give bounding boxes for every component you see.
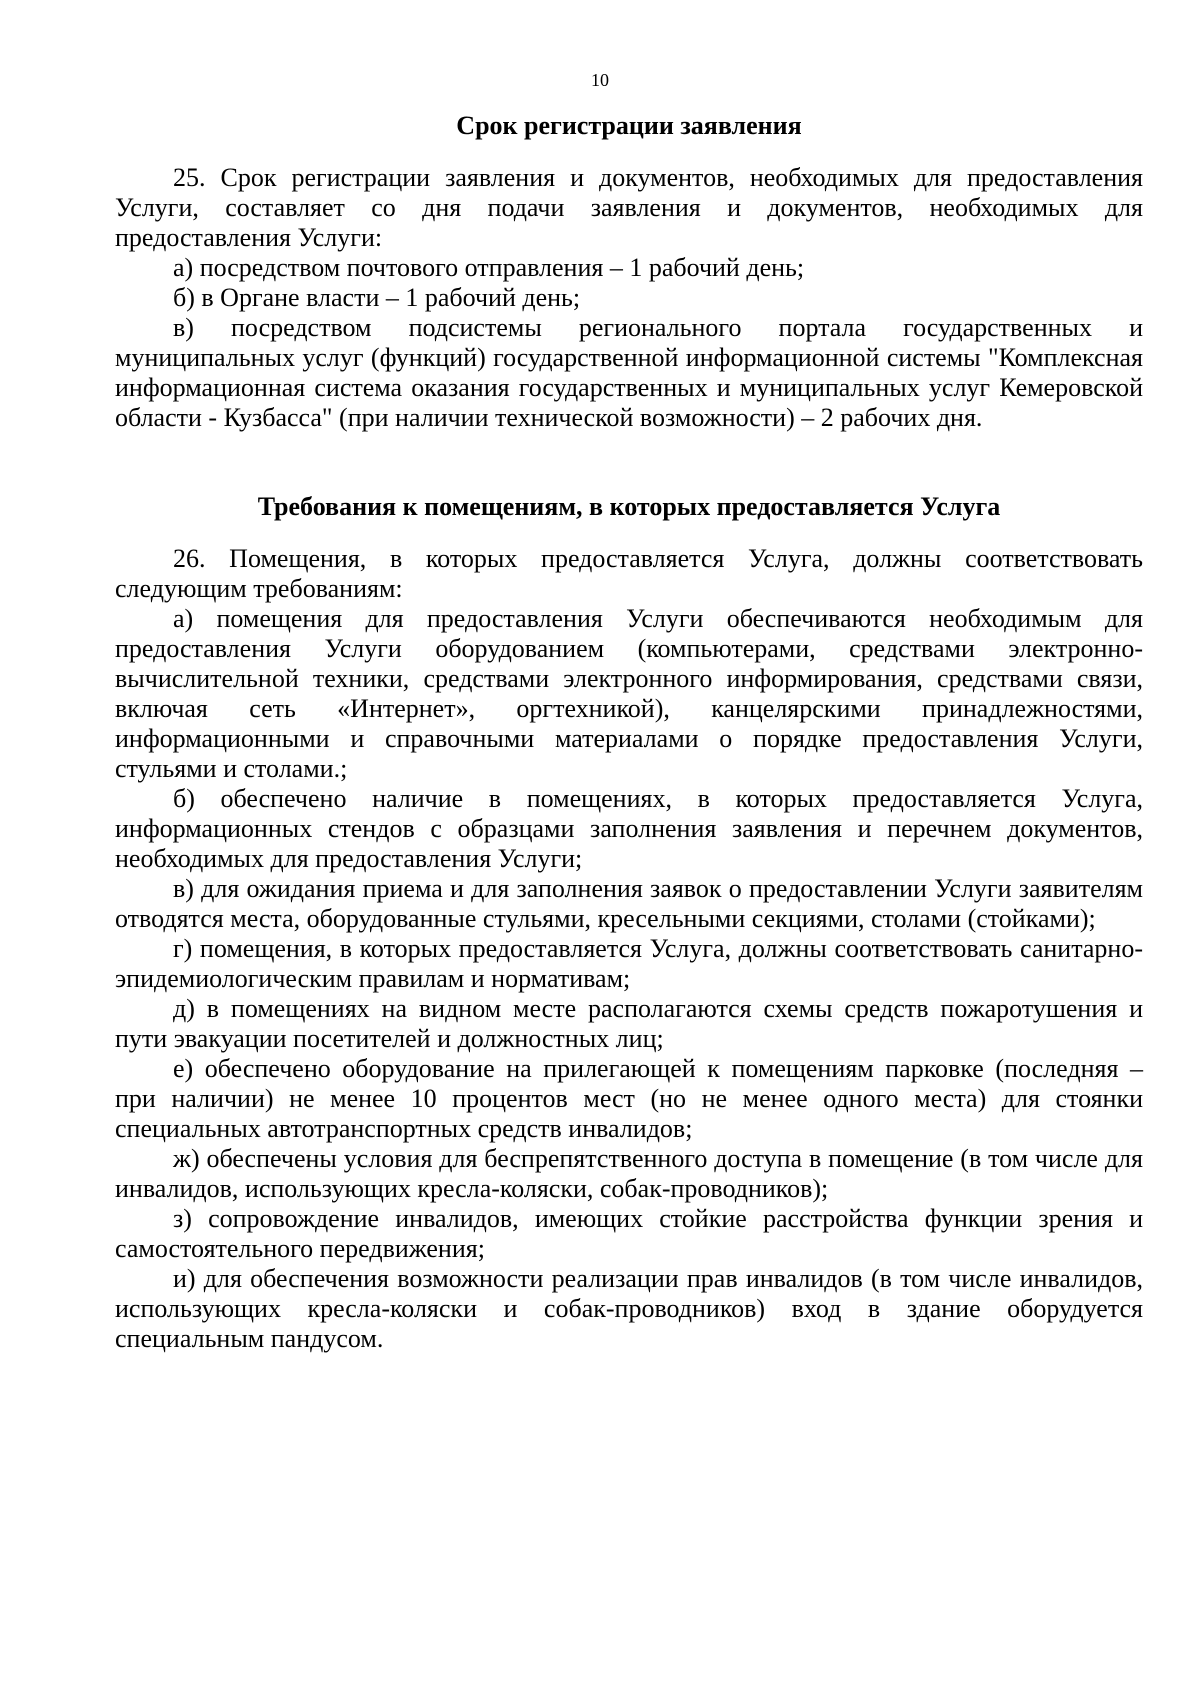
paragraph-26-v: в) для ожидания приема и для заполнения заявок о предоставлении Услуги заявителям отводятся места, оборудованные стульями, кресельными секциями, столами (стойками); <box>115 874 1143 933</box>
section-heading-premises-requirements: Требования к помещениям, в которых предоставляется Услуга <box>257 492 1001 521</box>
paragraph-26-g: г) помещения, в которых предоставляется Услуга, должны соответствовать санитарно-эпидемиологическим правилам и нормативам; <box>115 934 1143 993</box>
paragraph-25-b: б) в Органе власти – 1 рабочий день; <box>173 283 581 312</box>
paragraph-25-v: в) посредством подсистемы регионального портала государственных и муниципальных услуг (функций) государственной информационной системы "Комплексная информационная система оказания государственных и муниципальных услуг Кемеровской области - Кузбасса" (при наличии технической возможности) – 2 рабочих дня. <box>115 313 1143 432</box>
paragraph-26-e: е) обеспечено оборудование на прилегающей к помещениям парковке (последняя – при наличии) не менее 10 процентов мест (но не менее одного места) для стоянки специальных автотранспортных средств инвалидов; <box>115 1054 1143 1143</box>
section-heading-registration-term: Срок регистрации заявления <box>456 111 802 140</box>
paragraph-26-zh: ж) обеспечены условия для беспрепятственного доступа в помещение (в том числе для инвалидов, использующих кресла-коляски, собак-проводников); <box>115 1144 1143 1203</box>
paragraph-26: 26. Помещения, в которых предоставляется Услуга, должны соответствовать следующим требованиям: <box>115 544 1143 603</box>
paragraph-26-b: б) обеспечено наличие в помещениях, в которых предоставляется Услуга, информационных стендов с образцами заполнения заявления и перечнем документов, необходимых для предоставления Услуги; <box>115 784 1143 873</box>
section-body-registration-term <box>115 163 1143 433</box>
paragraph-26-d: д) в помещениях на видном месте располагаются схемы средств пожаротушения и пути эвакуации посетителей и должностных лиц; <box>115 994 1143 1053</box>
paragraph-26-i: и) для обеспечения возможности реализации прав инвалидов (в том числе инвалидов, использующих кресла-коляски и собак-проводников) вход в здание оборудуется специальным пандусом. <box>115 1264 1143 1353</box>
paragraph-26-z: з) сопровождение инвалидов, имеющих стойкие расстройства функции зрения и самостоятельного передвижения; <box>115 1204 1143 1263</box>
paragraph-25-a: а) посредством почтового отправления – 1 рабочий день; <box>173 253 805 282</box>
paragraph-26-a: а) помещения для предоставления Услуги обеспечиваются необходимым для предоставления Услуги оборудованием (компьютерами, средствами электронно-вычислительной техники, средствами электронного информирования, средствами связи, включая сеть «Интернет», оргтехникой), канцелярскими принадлежностями, информационными и справочными материалами о порядке предоставления Услуги, стульями и столами.; <box>115 604 1143 783</box>
page-number: 10 <box>591 70 609 90</box>
section-body-premises-requirements <box>115 544 1143 1354</box>
paragraph-25: 25. Срок регистрации заявления и документов, необходимых для предоставления Услуги, составляет со дня подачи заявления и документов, необходимых для предоставления Услуги: <box>115 163 1143 252</box>
